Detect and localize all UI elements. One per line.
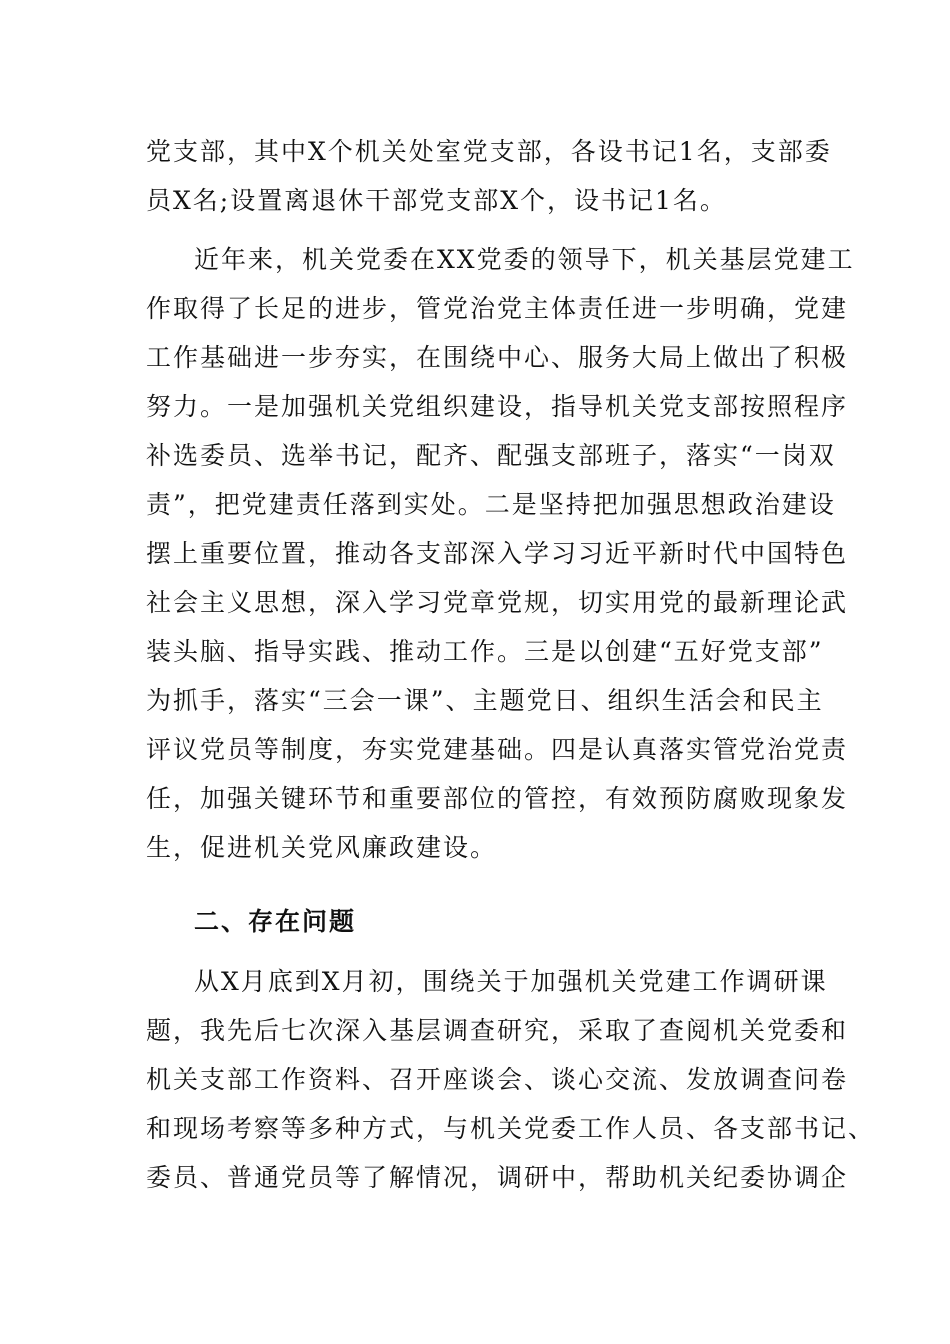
paragraph-line: 摆上重要位置，推动各支部深入学习习近平新时代中国特色	[146, 539, 849, 568]
paragraph-line: 任，加强关键环节和重要部位的管控，有效预防腐败现象发	[146, 784, 849, 813]
paragraph-line: 责”，把党建责任落到实处。二是坚持把加强思想政治建设	[146, 490, 836, 519]
paragraph-line: 作取得了长足的进步，管党治党主体责任进一步明确，党建	[146, 294, 849, 323]
paragraph-line: 从X月底到X月初，围绕关于加强机关党建工作调研课	[194, 967, 828, 996]
paragraph-line: 工作基础进一步夯实，在围绕中心、服务大局上做出了积极	[146, 343, 849, 372]
paragraph-line: 努力。一是加强机关党组织建设，指导机关党支部按照程序	[146, 392, 849, 421]
paragraph-line: 题，我先后七次深入基层调查研究，采取了查阅机关党委和	[146, 1016, 849, 1045]
paragraph-line: 评议党员等制度，夯实党建基础。四是认真落实管党治党责	[146, 735, 849, 764]
section-heading: 二、存在问题	[194, 907, 357, 936]
paragraph-line: 为抓手，落实“三会一课”、主题党日、组织生活会和民主	[146, 686, 824, 715]
paragraph-line: 党支部，其中X个机关处室党支部，各设书记1名，支部委	[146, 137, 832, 166]
paragraph-line: 员X名;设置离退休干部党支部X个，设书记1名。	[146, 186, 727, 215]
paragraph-line: 社会主义思想，深入学习党章党规，切实用党的最新理论武	[146, 588, 849, 617]
paragraph-line: 补选委员、选举书记，配齐、配强支部班子，落实“一岗双	[146, 441, 836, 470]
paragraph-line: 机关支部工作资料、召开座谈会、谈心交流、发放调查问卷	[146, 1065, 849, 1094]
paragraph-line: 近年来，机关党委在XX党委的领导下，机关基层党建工	[194, 245, 855, 274]
paragraph-line: 委员、普通党员等了解情况，调研中，帮助机关纪委协调企	[146, 1163, 849, 1192]
paragraph-line: 生，促进机关党风廉政建设。	[146, 833, 498, 862]
paragraph-line: 装头脑、指导实践、推动工作。三是以创建“五好党支部”	[146, 637, 824, 666]
paragraph-line: 和现场考察等多种方式，与机关党委工作人员、各支部书记、	[146, 1114, 876, 1143]
